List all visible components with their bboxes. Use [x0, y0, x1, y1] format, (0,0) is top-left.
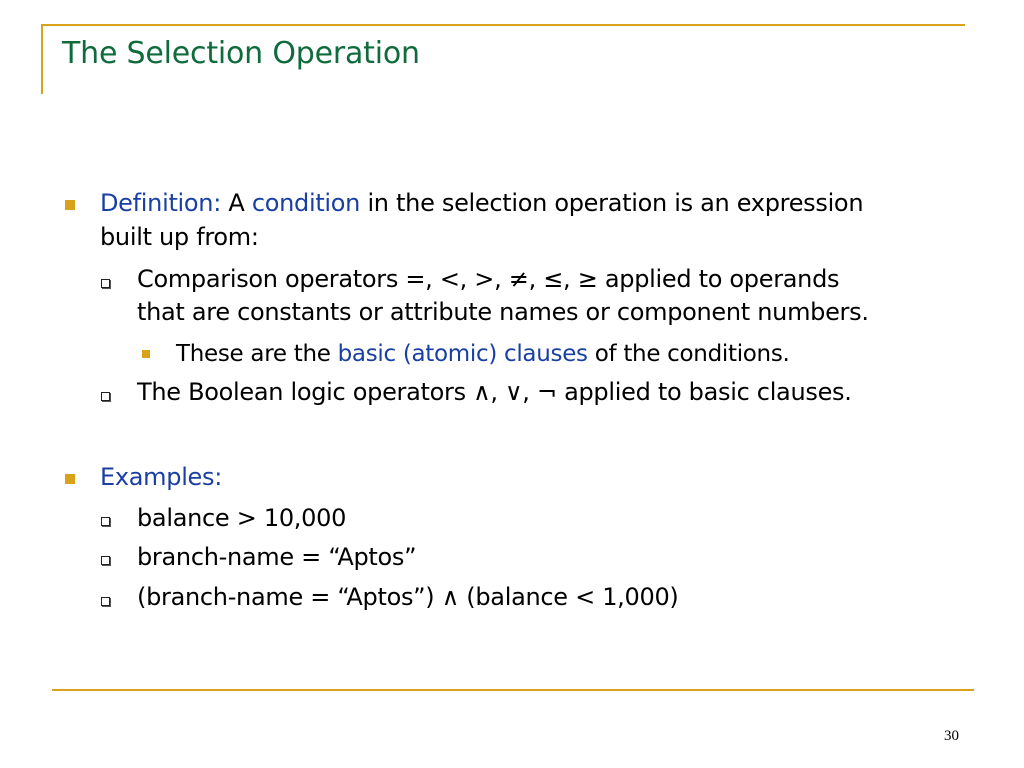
- page-number: 30: [944, 728, 959, 744]
- example-item: (branch-name = “Aptos”) ∧ (balance < 1,000): [137, 583, 679, 611]
- footer-rule: [52, 689, 974, 691]
- slide-title: The Selection Operation: [62, 36, 420, 71]
- title-top-rule: [41, 24, 965, 26]
- sub-bullet-comparison-line-2: that are constants or attribute names or component numbers.: [137, 298, 869, 326]
- bullet-square-small-icon: [142, 350, 150, 358]
- basic-clauses-term: basic (atomic) clauses: [337, 341, 588, 367]
- sub-sub-bullet-basic-clauses: [176, 339, 790, 369]
- basic-clauses-suffix: of the conditions.: [594, 341, 790, 367]
- example-item: branch-name = “Aptos”: [137, 543, 417, 571]
- hollow-square-bullet-icon: [101, 392, 110, 401]
- example-item: balance > 10,000: [137, 504, 347, 532]
- bullet-square-icon: [65, 200, 75, 210]
- sub-bullet-comparison-line-1: Comparison operators =, <, >, ≠, ≤, ≥ applied to operands: [137, 265, 840, 293]
- definition-line-1: [100, 188, 863, 218]
- definition-label: Definition:: [100, 189, 222, 217]
- hollow-square-bullet-icon: [101, 556, 110, 565]
- definition-line-2: built up from:: [100, 223, 259, 251]
- title-left-rule: [41, 24, 43, 94]
- bullet-square-icon: [65, 474, 75, 484]
- examples-label: Examples:: [100, 463, 223, 491]
- hollow-square-bullet-icon: [101, 597, 110, 606]
- sub-bullet-boolean: The Boolean logic operators ∧, ∨, ¬ applied to basic clauses.: [137, 378, 852, 406]
- definition-text-a: A: [228, 189, 245, 217]
- definition-text-rest: in the selection operation is an expression: [367, 189, 864, 217]
- hollow-square-bullet-icon: [101, 279, 110, 288]
- basic-clauses-prefix: These are the: [176, 341, 331, 367]
- definition-term: condition: [251, 189, 361, 217]
- hollow-square-bullet-icon: [101, 517, 110, 526]
